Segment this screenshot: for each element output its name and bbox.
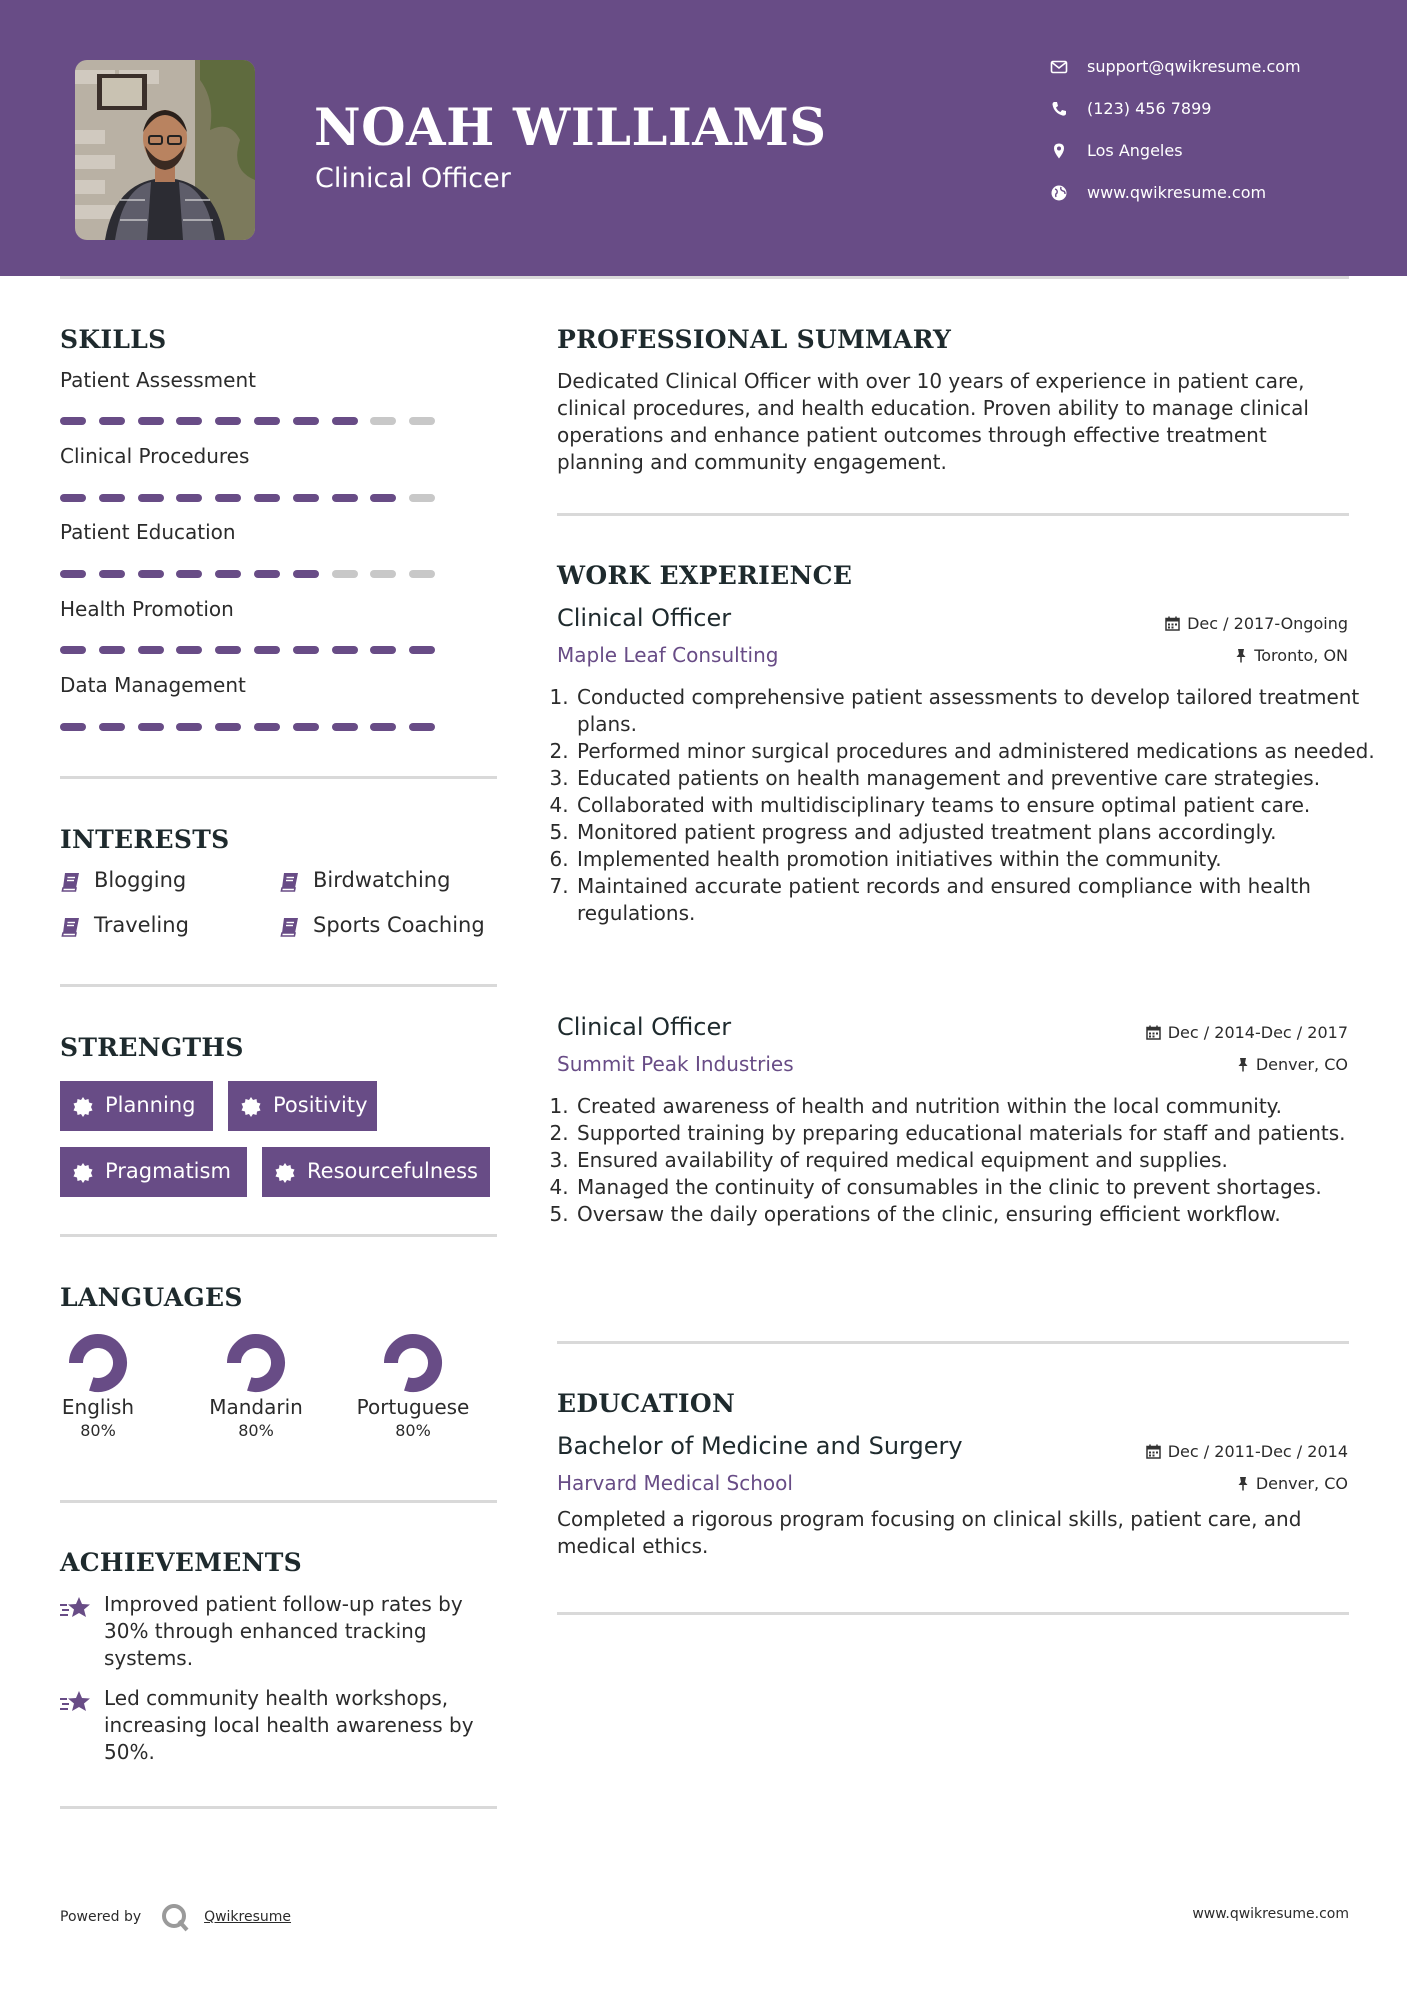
strength-chip — [60, 1147, 247, 1197]
badge-icon — [274, 1162, 296, 1184]
job-bullet: 5. Monitored patient progress and adjusted treatment plans accordingly. — [575, 819, 1375, 846]
badge-icon — [72, 1162, 94, 1184]
skill-dash-filled — [370, 646, 396, 654]
map-pin-icon — [1050, 142, 1068, 160]
skill-dash-filled — [60, 417, 86, 425]
pushpin-icon — [1237, 1476, 1249, 1491]
language-item — [186, 1331, 326, 1440]
skill-dash-filled — [215, 494, 241, 502]
job-location — [1237, 1055, 1348, 1074]
skill-dash-filled — [60, 646, 86, 654]
calendar-icon — [1146, 1444, 1161, 1459]
job-bullet: 1. Created awareness of health and nutrition within the local community. — [575, 1093, 1375, 1120]
language-donut — [66, 1331, 130, 1395]
interest-label: Blogging — [94, 868, 187, 892]
school-name: Harvard Medical School — [557, 1471, 793, 1495]
language-donut — [224, 1331, 288, 1395]
summary-heading: PROFESSIONAL SUMMARY — [557, 325, 952, 354]
badge-icon — [240, 1096, 262, 1118]
languages-heading: LANGUAGES — [60, 1283, 243, 1312]
job-location-text: Toronto, ON — [1254, 646, 1348, 665]
skill-dash-filled — [293, 723, 319, 731]
interest-label: Birdwatching — [313, 868, 451, 892]
skill-dash-filled — [332, 417, 358, 425]
skill-dash-filled — [138, 646, 164, 654]
section-divider — [60, 984, 497, 987]
language-name: Mandarin — [209, 1395, 303, 1419]
strength-chip — [228, 1081, 377, 1131]
book-icon — [279, 916, 301, 938]
book-icon — [60, 916, 82, 938]
degree-title: Bachelor of Medicine and Surgery — [557, 1432, 963, 1460]
skill-dash-filled — [332, 723, 358, 731]
summary-text: Dedicated Clinical Officer with over 10 years of experience in patient care, clinical procedures, and health education. Proven ability to manage clinical operations and enhance patient outcomes through effective treatment planning and community engagement. — [557, 369, 1309, 474]
footer-powered-by — [60, 1902, 291, 1932]
skill-dash-filled — [99, 570, 125, 578]
skill-dash-filled — [409, 723, 435, 731]
interest-label: Sports Coaching — [313, 913, 485, 937]
header-divider — [60, 276, 1349, 279]
language-level: 80% — [80, 1421, 116, 1440]
language-item — [28, 1331, 168, 1440]
qwikresume-link[interactable]: Qwikresume — [204, 1909, 292, 1925]
skill-dash-filled — [254, 570, 280, 578]
skill-dash-filled — [254, 494, 280, 502]
job-bullet: 2. Supported training by preparing educational materials for staff and patients. — [575, 1120, 1375, 1147]
job-bullet: 3. Ensured availability of required medical equipment and supplies. — [575, 1147, 1375, 1174]
job-location — [1235, 646, 1348, 665]
section-divider — [60, 1234, 497, 1237]
education-dates-text: Dec / 2011-Dec / 2014 — [1167, 1442, 1348, 1461]
job-dates — [1165, 614, 1348, 633]
skill-dash-filled — [215, 417, 241, 425]
skill-name: Patient Education — [60, 520, 236, 544]
job-bullet: 1. Conducted comprehensive patient assessments to develop tailored treatment plans. — [575, 684, 1375, 738]
job-bullet: 3. Educated patients on health management and preventive care strategies. — [575, 765, 1375, 792]
skill-dash-empty — [370, 417, 396, 425]
skill-name: Data Management — [60, 673, 246, 697]
job-location-text: Denver, CO — [1255, 1055, 1348, 1074]
skill-name: Clinical Procedures — [60, 444, 250, 468]
skill-dash-filled — [99, 646, 125, 654]
skill-dash-filled — [60, 570, 86, 578]
language-level: 80% — [238, 1421, 274, 1440]
book-icon — [60, 871, 82, 893]
skill-dash-filled — [138, 417, 164, 425]
skill-dash-filled — [332, 646, 358, 654]
section-divider — [557, 1341, 1349, 1344]
language-level: 80% — [395, 1421, 431, 1440]
job-bullet: 6. Implemented health promotion initiatives within the community. — [575, 846, 1375, 873]
skill-dash-filled — [293, 417, 319, 425]
skill-dash-empty — [409, 570, 435, 578]
skill-dash-filled — [99, 494, 125, 502]
skill-dash-empty — [409, 494, 435, 502]
skill-dash-filled — [293, 646, 319, 654]
skill-name: Patient Assessment — [60, 368, 256, 392]
skill-dash-filled — [99, 723, 125, 731]
job-bullet: 7. Maintained accurate patient records and ensured compliance with health regulations. — [575, 873, 1375, 927]
education-description: Completed a rigorous program focusing on clinical skills, patient care, and medical ethics. — [557, 1507, 1302, 1558]
job-bullet: 5. Oversaw the daily operations of the clinic, ensuring efficient workflow. — [575, 1201, 1375, 1228]
envelope-icon — [1050, 58, 1068, 76]
education-dates — [1146, 1442, 1348, 1461]
calendar-icon — [1165, 616, 1180, 631]
section-divider — [557, 513, 1349, 516]
achievement-item — [60, 1685, 500, 1766]
strength-label: Pragmatism — [105, 1159, 231, 1183]
section-divider — [60, 1806, 497, 1809]
contact-location-text: Los Angeles — [1087, 141, 1183, 160]
skill-dash-filled — [254, 417, 280, 425]
skill-dash-filled — [254, 723, 280, 731]
powered-by-label: Powered by — [60, 1909, 142, 1925]
strength-label: Resourcefulness — [307, 1159, 478, 1183]
skill-dash-filled — [99, 417, 125, 425]
education-location-text: Denver, CO — [1255, 1474, 1348, 1493]
star-trophy-icon — [60, 1689, 92, 1715]
achievements-heading: ACHIEVEMENTS — [60, 1548, 302, 1577]
contact-phone-text: (123) 456 7899 — [1087, 99, 1212, 118]
strengths-heading: STRENGTHS — [60, 1033, 244, 1062]
strength-label: Planning — [105, 1093, 196, 1117]
achievement-text: Led community health workshops, increasing local health awareness by 50%. — [104, 1686, 474, 1764]
experience-heading: WORK EXPERIENCE — [557, 561, 853, 590]
job-bullets — [553, 684, 1375, 927]
skill-dash-filled — [176, 494, 202, 502]
skill-dash-filled — [215, 723, 241, 731]
strength-chip — [60, 1081, 213, 1131]
skill-dash-filled — [60, 723, 86, 731]
skill-dash-filled — [176, 646, 202, 654]
badge-icon — [72, 1096, 94, 1118]
skill-dash-empty — [409, 417, 435, 425]
skill-name: Health Promotion — [60, 597, 234, 621]
job-dates — [1146, 1023, 1348, 1042]
star-trophy-icon — [60, 1595, 92, 1621]
job-title: Clinical Officer — [557, 604, 732, 632]
skill-dash-filled — [176, 723, 202, 731]
contact-website-text: www.qwikresume.com — [1087, 183, 1267, 202]
skill-dash-filled — [215, 646, 241, 654]
achievement-item — [60, 1591, 500, 1672]
language-donut — [381, 1331, 445, 1395]
job-dates-text: Dec / 2017-Ongoing — [1187, 614, 1348, 633]
job-bullet: 4. Collaborated with multidisciplinary teams to ensure optimal patient care. — [575, 792, 1375, 819]
phone-icon — [1050, 100, 1068, 118]
section-divider — [60, 776, 497, 779]
skill-dash-filled — [370, 723, 396, 731]
job-company: Summit Peak Industries — [557, 1052, 794, 1076]
interests-heading: INTERESTS — [60, 825, 230, 854]
skill-dash-filled — [138, 570, 164, 578]
skill-dash-filled — [176, 570, 202, 578]
profile-photo — [75, 60, 255, 240]
language-name: Portuguese — [356, 1395, 470, 1419]
job-title: Clinical Officer — [557, 1013, 732, 1041]
candidate-title: Clinical Officer — [315, 163, 511, 194]
skill-dash-filled — [60, 494, 86, 502]
skill-dash-empty — [332, 570, 358, 578]
education-location — [1237, 1474, 1348, 1493]
education-heading: EDUCATION — [557, 1389, 736, 1418]
pushpin-icon — [1235, 648, 1247, 663]
strength-label: Positivity — [273, 1093, 368, 1117]
achievement-text: Improved patient follow-up rates by 30% through enhanced tracking systems. — [104, 1592, 463, 1670]
skills-heading: SKILLS — [60, 325, 167, 354]
language-name: English — [61, 1395, 135, 1419]
strength-chip — [262, 1147, 490, 1197]
skill-dash-filled — [293, 570, 319, 578]
resume-header — [0, 0, 1407, 276]
language-item — [343, 1331, 483, 1440]
skill-dash-filled — [254, 646, 280, 654]
job-bullets — [553, 1093, 1375, 1228]
skill-dash-filled — [138, 494, 164, 502]
skill-dash-filled — [176, 417, 202, 425]
qwikresume-logo-icon — [160, 1902, 190, 1932]
skill-dash-filled — [138, 723, 164, 731]
footer-url[interactable]: www.qwikresume.com — [1192, 1906, 1349, 1922]
skill-dash-filled — [409, 646, 435, 654]
job-dates-text: Dec / 2014-Dec / 2017 — [1167, 1023, 1348, 1042]
job-bullet: 2. Performed minor surgical procedures and administered medications as needed. — [575, 738, 1375, 765]
candidate-name: NOAH WILLIAMS — [314, 98, 827, 158]
calendar-icon — [1146, 1025, 1161, 1040]
section-divider — [60, 1500, 497, 1503]
globe-icon — [1050, 184, 1068, 202]
skill-dash-filled — [215, 570, 241, 578]
skill-dash-filled — [332, 494, 358, 502]
skill-dash-empty — [370, 570, 396, 578]
interest-label: Traveling — [94, 913, 189, 937]
skill-dash-filled — [370, 494, 396, 502]
pushpin-icon — [1237, 1057, 1249, 1072]
section-divider — [557, 1612, 1349, 1615]
profile-photo-image — [75, 60, 255, 240]
skill-dash-filled — [293, 494, 319, 502]
contact-email-text: support@qwikresume.com — [1087, 57, 1301, 76]
job-company: Maple Leaf Consulting — [557, 643, 779, 667]
book-icon — [279, 871, 301, 893]
job-bullet: 4. Managed the continuity of consumables in the clinic to prevent shortages. — [575, 1174, 1375, 1201]
